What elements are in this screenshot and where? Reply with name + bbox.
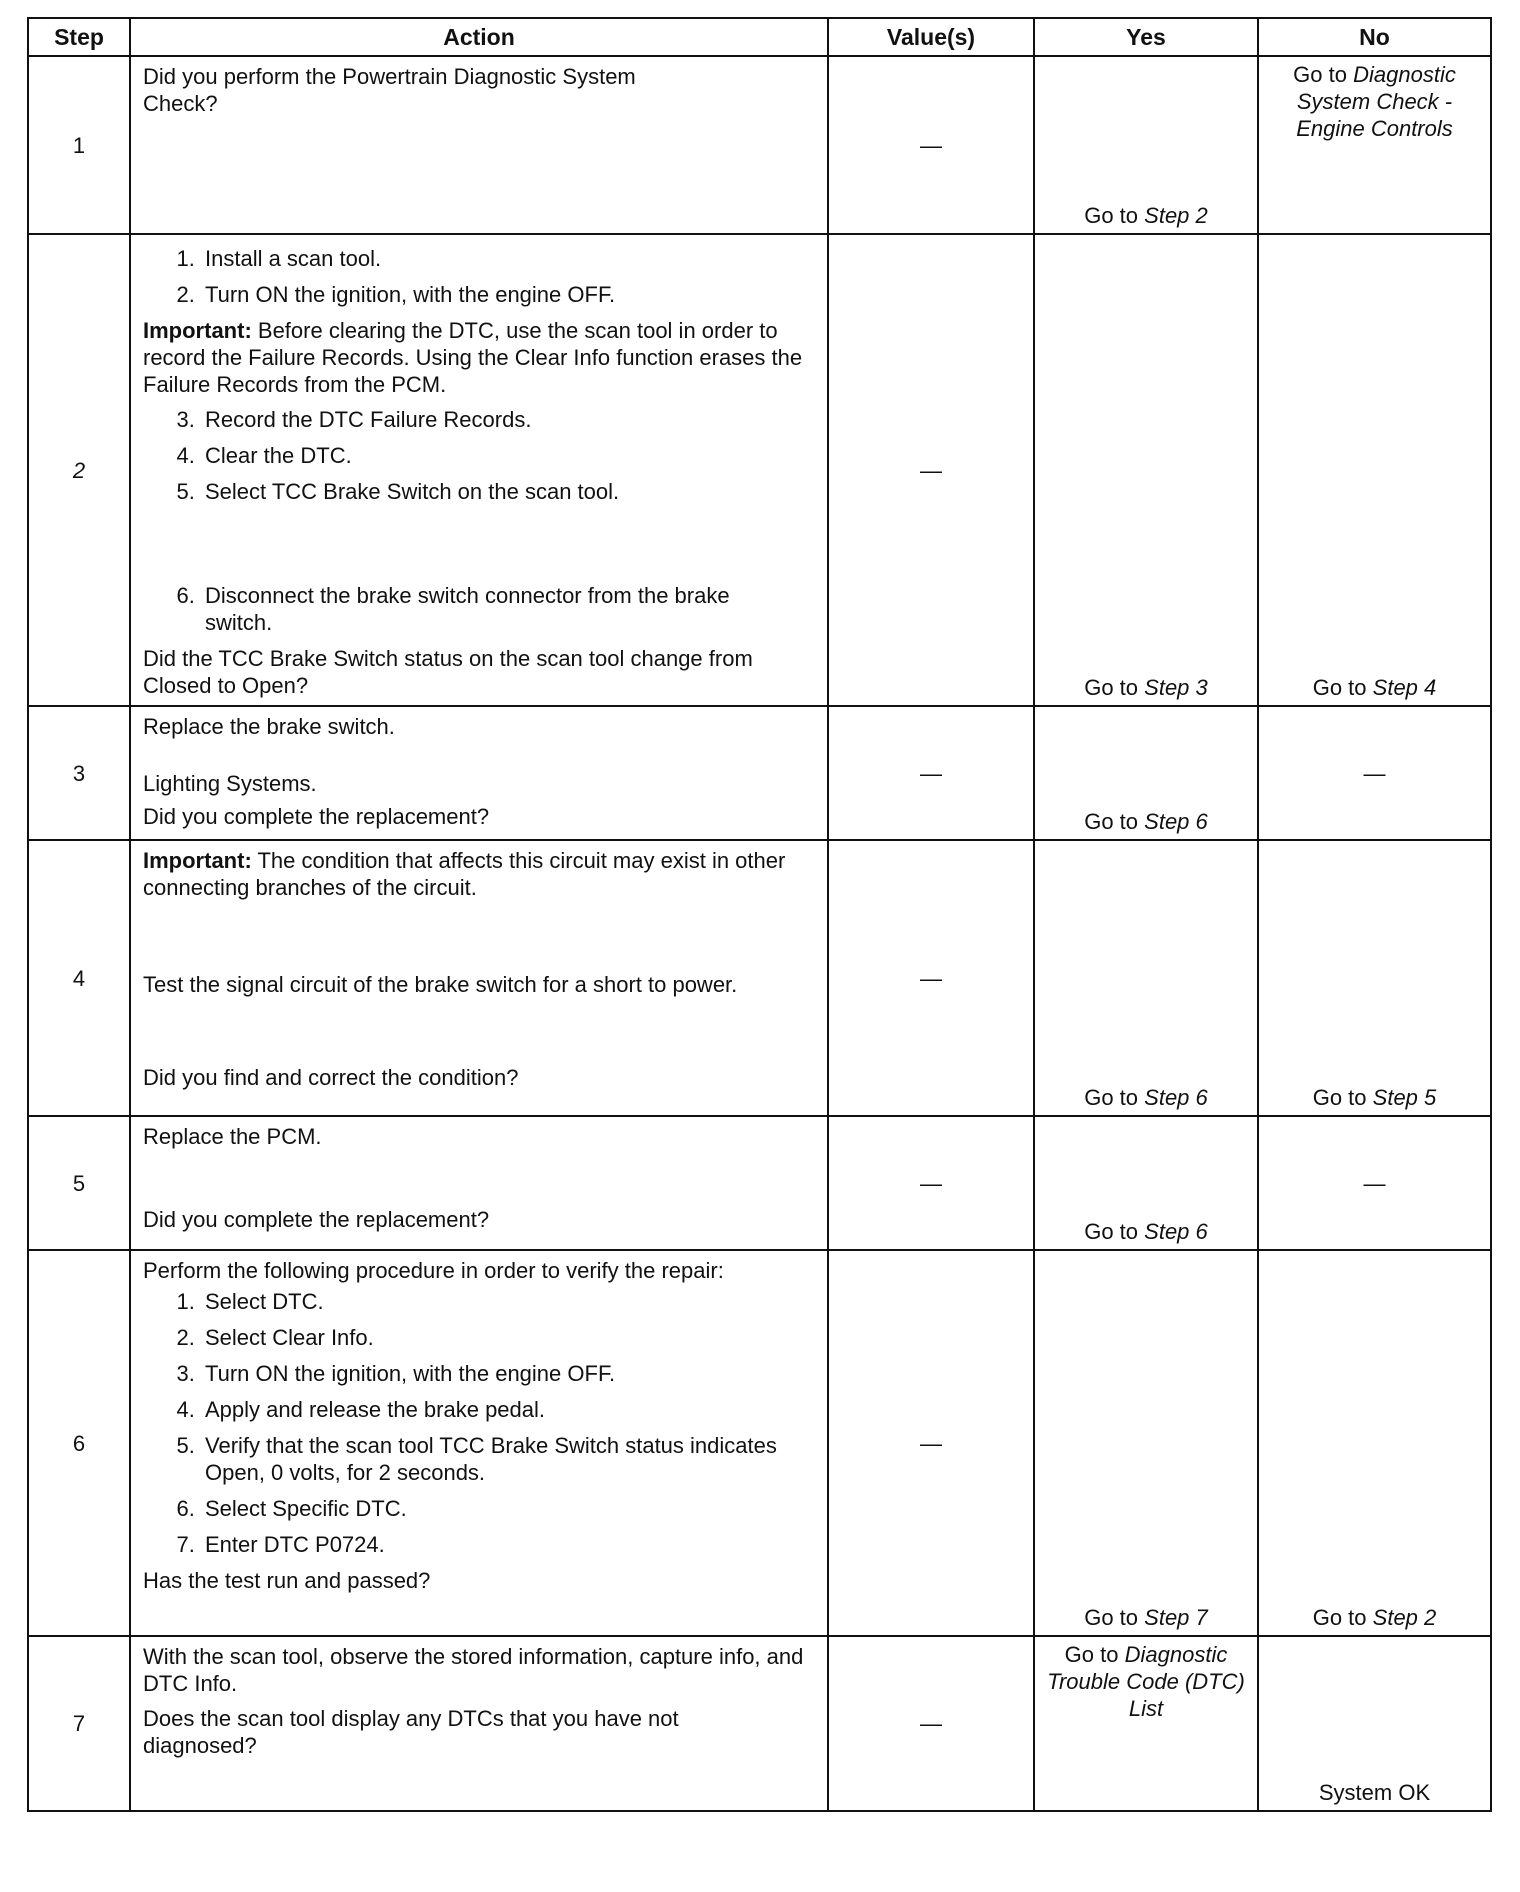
no-goto: Go to	[1312, 1085, 1367, 1110]
list-item: 6. Select Specific DTC.	[201, 1495, 817, 1522]
yes-cell	[1034, 840, 1258, 1116]
step-number: 1	[28, 56, 130, 234]
value-dash: —	[920, 1711, 942, 1736]
no-cell	[1258, 706, 1491, 840]
action-question: Did you complete the replacement?	[143, 804, 490, 829]
list-item: 4. Clear the DTC.	[201, 442, 817, 469]
value-dash: —	[920, 965, 942, 991]
value-dash: —	[920, 457, 942, 483]
yes-goto: Go to	[1084, 1605, 1139, 1630]
yes-link[interactable]: Step 6	[1144, 1085, 1208, 1110]
value-cell	[828, 1250, 1034, 1636]
table-row-step-5	[28, 1116, 1491, 1250]
value-cell	[828, 840, 1034, 1116]
list-item: 5. Verify that the scan tool TCC Brake Switch status indicates Open, 0 volts, for 2 seconds.	[201, 1432, 785, 1486]
table-row-step-4	[28, 840, 1491, 1116]
no-goto: Go to	[1293, 62, 1347, 87]
list-item: 4. Apply and release the brake pedal.	[201, 1396, 817, 1423]
list-item: 3. Turn ON the ignition, with the engine OFF.	[201, 1360, 817, 1387]
important-label: Important:	[143, 318, 252, 343]
no-goto: Go to	[1312, 1605, 1367, 1630]
list-item: 7. Enter DTC P0724.	[201, 1531, 817, 1558]
spacer	[143, 1006, 817, 1064]
action-text: Replace the brake switch.	[143, 714, 395, 739]
yes-cell	[1034, 1116, 1258, 1250]
header-action: Action	[130, 18, 828, 56]
important-note	[143, 847, 817, 901]
action-cell	[130, 840, 828, 1116]
header-no: No	[1258, 18, 1491, 56]
no-link[interactable]: Step 5	[1372, 1085, 1437, 1110]
value-cell	[828, 1636, 1034, 1811]
action-cell	[130, 56, 828, 234]
value-cell	[828, 56, 1034, 234]
important-text: The condition that affects this circuit may exist in other connecting branches of the circuit.	[143, 848, 786, 900]
yes-cell	[1034, 56, 1258, 234]
table-row-step-2	[28, 234, 1491, 706]
value-dash: —	[920, 1170, 942, 1196]
no-cell	[1258, 1116, 1491, 1250]
list-item: 6. Disconnect the brake switch connector from the brake switch.	[201, 582, 765, 636]
diagnostic-table-container	[27, 17, 1490, 1812]
step-number: 3	[28, 706, 130, 840]
header-row	[28, 18, 1491, 56]
list-item: 1. Install a scan tool.	[201, 245, 817, 272]
value-dash: —	[920, 132, 942, 158]
no-cell	[1258, 1636, 1491, 1811]
yes-link[interactable]: Step 6	[1144, 809, 1208, 834]
action-text: With the scan tool, observe the stored information, capture info, and DTC Info.	[143, 1644, 804, 1696]
step-number: 6	[28, 1250, 130, 1636]
step-number: 2	[28, 234, 130, 706]
procedure-list-b	[143, 406, 817, 505]
action-question: Did you find and correct the condition?	[143, 1065, 519, 1090]
spacer	[143, 514, 817, 578]
yes-goto: Go to	[1084, 675, 1139, 700]
action-cell	[130, 234, 828, 706]
important-note	[143, 317, 817, 398]
value-cell	[828, 706, 1034, 840]
action-cell	[130, 1250, 828, 1636]
list-item: 2. Select Clear Info.	[201, 1324, 817, 1351]
table-row-step-7	[28, 1636, 1491, 1811]
no-link[interactable]: Step 2	[1372, 1605, 1437, 1630]
yes-goto: Go to	[1084, 1085, 1139, 1110]
important-label: Important:	[143, 848, 252, 873]
spacer	[143, 909, 817, 971]
action-text: Test the signal circuit of the brake switch for a short to power.	[143, 972, 738, 997]
no-link[interactable]: Step 4	[1372, 675, 1437, 700]
procedure-list-c	[143, 582, 817, 636]
action-cell	[130, 1116, 828, 1250]
header-yes: Yes	[1034, 18, 1258, 56]
value-dash: —	[920, 760, 942, 786]
yes-cell	[1034, 234, 1258, 706]
list-item: 5. Select TCC Brake Switch on the scan tool.	[201, 478, 817, 505]
no-cell	[1258, 56, 1491, 234]
action-question: Does the scan tool display any DTCs that you have not diagnosed?	[143, 1706, 679, 1758]
value-dash: —	[920, 1430, 942, 1456]
action-question: Did you perform the Powertrain Diagnostic System Check?	[143, 64, 636, 116]
header-values: Value(s)	[828, 18, 1034, 56]
action-question: Did you complete the replacement?	[143, 1207, 490, 1232]
yes-link[interactable]: Step 6	[1144, 1219, 1208, 1244]
action-text: Lighting Systems.	[143, 771, 317, 796]
no-text: System OK	[1318, 1780, 1431, 1805]
yes-link[interactable]: Step 2	[1144, 203, 1208, 228]
action-cell	[130, 1636, 828, 1811]
action-question: Has the test run and passed?	[143, 1568, 431, 1593]
no-link[interactable]: Diagnostic System Check - Engine Controls	[1296, 62, 1456, 141]
no-dash: —	[1363, 760, 1386, 786]
yes-goto: Go to	[1064, 1642, 1119, 1667]
step-number: 5	[28, 1116, 130, 1250]
verification-list	[143, 1288, 817, 1558]
header-step: Step	[28, 18, 130, 56]
no-cell	[1258, 1250, 1491, 1636]
action-intro: Perform the following procedure in order to verify the repair:	[143, 1258, 724, 1283]
action-question: Did the TCC Brake Switch status on the scan tool change from Closed to Open?	[143, 646, 753, 698]
yes-cell	[1034, 1636, 1258, 1811]
procedure-list-a	[143, 245, 817, 308]
no-goto: Go to	[1312, 675, 1367, 700]
table-row-step-3	[28, 706, 1491, 840]
yes-link[interactable]: Step 3	[1144, 675, 1208, 700]
list-item: 2. Turn ON the ignition, with the engine OFF.	[201, 281, 817, 308]
value-cell	[828, 1116, 1034, 1250]
action-cell	[130, 706, 828, 840]
value-cell	[828, 234, 1034, 706]
yes-cell	[1034, 706, 1258, 840]
no-cell	[1258, 234, 1491, 706]
yes-goto: Go to	[1084, 809, 1139, 834]
yes-cell	[1034, 1250, 1258, 1636]
list-item: 1. Select DTC.	[201, 1288, 817, 1315]
step-number: 4	[28, 840, 130, 1116]
no-cell	[1258, 840, 1491, 1116]
yes-goto: Go to	[1084, 1219, 1139, 1244]
yes-link[interactable]: Step 7	[1144, 1605, 1208, 1630]
no-dash: —	[1363, 1170, 1386, 1196]
step-number: 7	[28, 1636, 130, 1811]
important-text: Before clearing the DTC, use the scan tool in order to record the Failure Records. Using the Clear Info function erases the Failure Records from the PCM.	[143, 318, 803, 397]
list-item: 3. Record the DTC Failure Records.	[201, 406, 817, 433]
action-text: Replace the PCM.	[143, 1124, 322, 1149]
diagnostic-table	[27, 17, 1492, 1812]
table-row-step-6	[28, 1250, 1491, 1636]
table-row-step-1	[28, 56, 1491, 234]
yes-link[interactable]: Diagnostic Trouble Code (DTC) List	[1047, 1642, 1245, 1721]
yes-goto: Go to	[1084, 203, 1139, 228]
